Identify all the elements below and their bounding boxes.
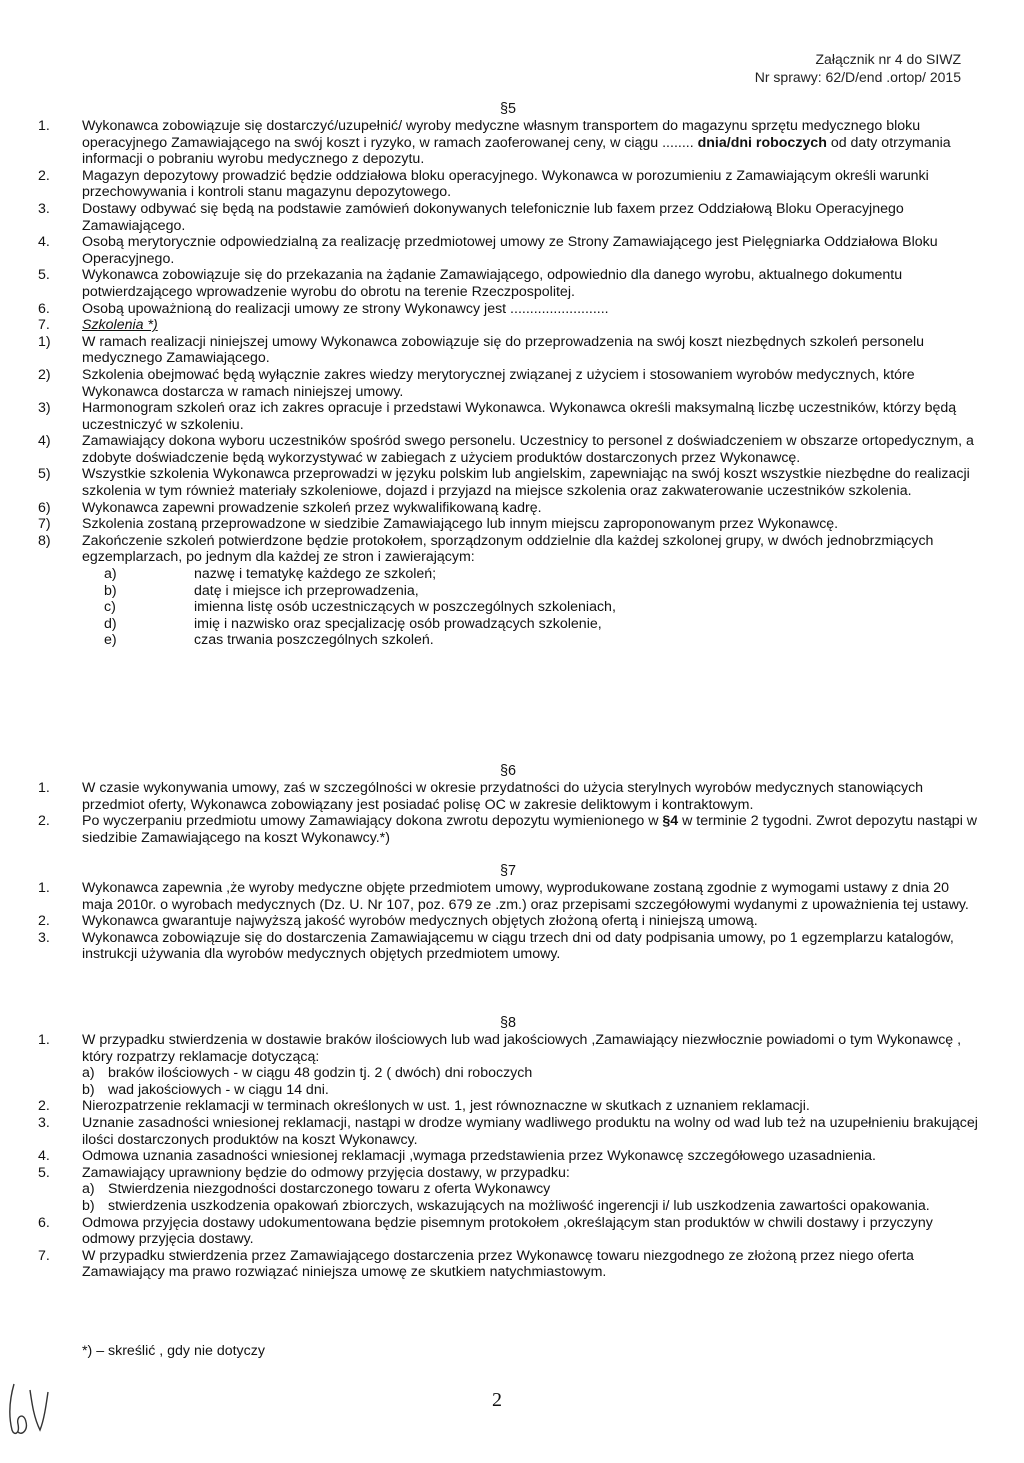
item-text: imię i nazwisko oraz specjalizację osób prowadzących szkolenie,: [194, 615, 602, 632]
item-text: Wykonawca zobowiązuje się do przekazania na żądanie Zamawiającego, odpowiednio dla danego wyrobu, aktualnego dokumentu potwierdzającego wprowadzenie wyrobu do obrotu na terenie Rzeczpospolitej.: [82, 267, 903, 300]
item-text: Wszystkie szkolenia Wykonawca przeprowadzi w języku polskim lub angielskim, zapewniając na swój koszt wszystkie niezbędne do realizacji szkolenia w tym również materiały szkoleniowe, dojazd i przyjazd na miejsce szkolenia oraz zakwaterowanie uczestników szkolenia.: [82, 466, 970, 500]
item-text: Szkolenia obejmować będą wyłącznie zakres wiedzy merytorycznej związanej z użyciem i stosowaniem wyrobów medycznych, które Wykonawca dostarcza w ramach niniejszej umowy.: [82, 366, 915, 400]
section-6: [38, 762, 978, 846]
item-text: Zakończenie szkoleń potwierdzone będzie protokołem, sporządzonym oddzielnie dla każdej szkolonej grupy, w dwóch jednobrzmiących egzemplarzach, po jednym dla każdej ze stron i zawierającym:: [82, 532, 934, 566]
list-item: [38, 201, 978, 234]
footnote: *) – skreślić , gdy nie dotyczy: [82, 1343, 265, 1359]
item-number: 3.: [38, 200, 50, 217]
item-text: Wykonawca zapewnia ,że wyroby medyczne objęte przedmiotem umowy, wyprodukowane zostaną zgodnie z wymogami ustawy z dnia 20 maja 2010r. o wyrobach medycznych (Dz. U. Nr 107, poz. 679 ze .zm.) oraz przepisami szczegółowymi wydanymi z upoważnienia tej ustawy.: [82, 880, 969, 913]
list-item: [38, 516, 978, 533]
list-subitem: [38, 583, 978, 600]
item-number: e): [104, 632, 117, 649]
item-text: W przypadku stwierdzenia w dostawie braków ilościowych lub wad jakościowych ,Zamawiający niezwłocznie powiadomi o tym Wykonawcę , który rozpatrzy reklamacje dotyczącą:: [82, 1032, 962, 1065]
item-number: d): [104, 615, 117, 632]
item-text: Wykonawca zobowiązuje się dostarczyć/uzupełnić/ wyroby medyczne własnym transportem do magazynu sprzętu medycznego bloku operacyjnego Zamawiającego na swój koszt i ryzyko, w ramach zaoferowanej ceny, w ciągu ........: [82, 118, 921, 151]
list-item: [38, 400, 978, 433]
item-number: 7): [38, 516, 51, 533]
list-item: [38, 317, 978, 334]
list-item: [38, 1148, 978, 1165]
item-bold-text: §4: [662, 813, 679, 830]
item-number: 1.: [38, 780, 50, 796]
item-number: b): [104, 582, 117, 599]
item-text: Zamawiający uprawniony będzie do odmowy przyjęcia dostawy, w przypadku:: [82, 1164, 570, 1181]
section-title: §7: [499, 863, 516, 879]
item-text: W ramach realizacji niniejszej umowy Wykonawca zobowiązuje się do przeprowadzenia na swój koszt niezbędnych szkoleń personelu medycznego Zamawiającego.: [82, 333, 925, 367]
document-header: [755, 50, 961, 86]
list-item: [38, 1115, 978, 1148]
item-number: 8): [38, 532, 51, 549]
item-number: 3): [38, 400, 51, 417]
list-subitem: [38, 1181, 978, 1198]
item-number: 3.: [38, 1114, 50, 1131]
item-text-tail: od daty otrzymania informacji o pobraniu wyrobu medycznego z depozytu.: [82, 134, 951, 168]
section-title: §5: [499, 101, 516, 117]
list-subitem: [38, 599, 978, 616]
section-5: [38, 100, 978, 649]
item-number: 6.: [38, 1214, 50, 1231]
item-text-tail: w terminie 2 tygodni. Zwrot depozytu nastąpi w siedzibie Zamawiającego na koszt Wykonawcy.*): [82, 813, 978, 846]
list-item: [38, 168, 978, 201]
item-text: Uznanie zasadności wniesionej reklamacji, nastąpi w drodze wymiany wadliwego produktu na wolny od wad lub też na uzupełnieniu brakującej ilości dostarczonych produktów na koszt Wykonawcy.: [82, 1114, 978, 1148]
page-number: 2: [492, 1389, 502, 1411]
attachment-label: Załącznik nr 4 do SIWZ: [815, 51, 961, 67]
section-7: [38, 862, 978, 963]
item-number: 4.: [38, 234, 50, 251]
item-number: b): [82, 1197, 95, 1214]
section-8: [38, 1014, 978, 1281]
item-text: Wykonawca zobowiązuje się do dostarczenia Zamawiającemu w ciągu trzech dni od daty podpisania umowy, po 1 egzemplarzu katalogów, instrukcji używania dla wyrobów medycznych objętych przedmiotem umowy.: [82, 929, 954, 963]
item-number: 2.: [38, 167, 50, 184]
item-number: 5): [38, 466, 51, 483]
item-text: Dostawy odbywać się będą na podstawie zamówień dokonywanych telefonicznie lub faxem przez Oddziałową Bloku Operacyjnego Zamawiającego.: [82, 200, 904, 234]
list-item: [38, 813, 978, 846]
item-text: Szkolenia zostaną przeprowadzone w siedzibie Zamawiającego lub innym miejscu zaproponowanym przez Wykonawcę.: [82, 516, 839, 533]
item-number: 6): [38, 499, 51, 516]
list-subitem: [38, 616, 978, 633]
item-number: 2.: [38, 913, 50, 930]
item-text: czas trwania poszczególnych szkoleń.: [194, 632, 434, 649]
list-item: [38, 466, 978, 499]
item-text: Wykonawca zapewni prowadzenie szkoleń przez wykwalifikowaną kadrę.: [82, 499, 542, 516]
list-item: [38, 780, 978, 813]
item-number: 5.: [38, 1164, 50, 1181]
item-number: 1.: [38, 118, 50, 134]
item-number: a): [104, 566, 117, 583]
item-text: Odmowa przyjęcia dostawy udokumentowana będzie pisemnym protokołem ,określającym stan produktów w chwili dostawy i przyczyny odmowy przyjęcia dostawy.: [82, 1214, 933, 1248]
list-subitem: [38, 1065, 978, 1082]
item-text: stwierdzenia uszkodzenia opakowań zbiorczych, wskazujących na możliwość ingerencji i/ lub uszkodzenia zawartości opakowania.: [108, 1197, 930, 1214]
item-text: Szkolenia *): [82, 317, 158, 334]
item-text: imienna listę osób uczestniczących w poszczególnych szkoleniach,: [194, 599, 616, 616]
list-item: [38, 500, 978, 517]
item-text: Harmonogram szkoleń oraz ich zakres opracuje i przedstawi Wykonawca. Wykonawca określi maksymalną liczbę uczestników, którzy będą uczestniczyć w szkoleniu.: [82, 400, 957, 433]
signature-initials-icon: [0, 1378, 60, 1438]
list-subitem: [38, 1198, 978, 1215]
list-subitem: [38, 1082, 978, 1099]
item-text: W czasie wykonywania umowy, zaś w szczególności w okresie przydatności do użycia sterylnych wyrobów medycznych stanowiących przedmiot oferty, Wykonawca zobowiązany jest posiadać polisę OC w zakresie deliktowym i kontraktowym.: [82, 780, 924, 813]
item-text: Osobą merytorycznie odpowiedzialną za realizację przedmiotowej umowy ze Strony Zamawiającego jest Pielęgniarka Oddziałowa Bloku Operacyjnego.: [82, 234, 938, 267]
item-number: 5.: [38, 267, 50, 284]
item-text: Wykonawca gwarantuje najwyższą jakość wyrobów medycznych objętych złożoną ofertą i niniejszą umową.: [82, 913, 758, 930]
item-text: Odmowa uznania zasadności wniesionej reklamacji ,wymaga przedstawienia przez Wykonawcę szczegółowego uzasadnienia.: [82, 1148, 876, 1165]
item-number: 4.: [38, 1148, 50, 1165]
list-item: [38, 1248, 978, 1281]
item-text: braków ilościowych - w ciągu 48 godzin tj. 2 ( dwóch) dni roboczych: [108, 1065, 533, 1082]
item-text: Stwierdzenia niezgodności dostarczonego towaru z oferta Wykonawcy: [108, 1181, 551, 1198]
list-item: [38, 433, 978, 466]
item-number: 2.: [38, 813, 50, 830]
list-item: [38, 1215, 978, 1248]
list-item: [38, 234, 978, 267]
list-item: [38, 267, 978, 300]
item-number: a): [82, 1065, 95, 1082]
item-text: wad jakościowych - w ciągu 14 dni.: [108, 1081, 329, 1098]
item-text: Osobą upoważnioną do realizacji umowy ze strony Wykonawcy jest .........................: [82, 300, 609, 317]
case-number: Nr sprawy: 62/D/end .ortop/ 2015: [754, 69, 961, 85]
section-title: §6: [499, 763, 516, 779]
item-number: 7.: [38, 1247, 50, 1264]
item-number: 4): [38, 433, 51, 450]
section-title: §8: [499, 1015, 516, 1031]
item-text: Po wyczerpaniu przedmiotu umowy Zamawiający dokona zwrotu depozytu wymienionego w: [82, 813, 663, 830]
item-number: 1.: [38, 1032, 50, 1048]
item-number: 1.: [38, 880, 50, 896]
list-item: [38, 930, 978, 963]
item-bold-text: dnia/dni roboczych: [697, 134, 827, 151]
list-item: [38, 334, 978, 367]
item-number: 3.: [38, 929, 50, 946]
item-text: nazwę i tematykę każdego ze szkoleń;: [194, 566, 437, 583]
list-item: [38, 913, 978, 930]
item-text: W przypadku stwierdzenia przez Zamawiającego dostarczenia przez Wykonawcę towaru niezgodnego ze złożoną przez niego oferta Zamawiający ma prawo rozwiązać niniejsza umowę ze skutkiem natychmiastowym.: [82, 1247, 914, 1281]
list-item: [38, 1098, 978, 1115]
item-text: Magazyn depozytowy prowadzić będzie oddziałowa bloku operacyjnego. Wykonawca w porozumieniu z Zamawiającym określi warunki przechowywania i kontroli stanu magazynu depozytowego.: [82, 167, 929, 201]
list-item: [38, 533, 978, 566]
item-number: b): [82, 1081, 95, 1098]
list-subitem: [38, 632, 978, 649]
item-number: 6.: [38, 300, 50, 317]
list-item: [38, 880, 978, 913]
item-number: 2.: [38, 1098, 50, 1115]
item-text: Nierozpatrzenie reklamacji w terminach określonych w ust. 1, jest równoznaczne w skutkach z uznaniem reklamacji.: [82, 1098, 810, 1115]
item-number: c): [104, 599, 116, 616]
item-text: Zamawiający dokona wyboru uczestników spośród swego personelu. Uczestnicy to personel z doświadczeniem w obszarze ortopedycznym, a zdobyte doświadczenie będą wykorzystywać w zabiegach z użyciem produktów dostarczonych przez Wykonawcę.: [82, 433, 974, 466]
item-number: a): [82, 1181, 95, 1198]
list-item: [38, 118, 978, 168]
list-item: [38, 301, 978, 318]
item-number: 7.: [38, 317, 50, 334]
item-number: 1): [38, 333, 51, 350]
item-number: 2): [38, 366, 51, 383]
list-subitem: [38, 566, 978, 583]
list-item: [38, 1032, 978, 1065]
item-text: datę i miejsce ich przeprowadzenia,: [194, 582, 419, 599]
list-item: [38, 367, 978, 400]
list-item: [38, 1165, 978, 1182]
